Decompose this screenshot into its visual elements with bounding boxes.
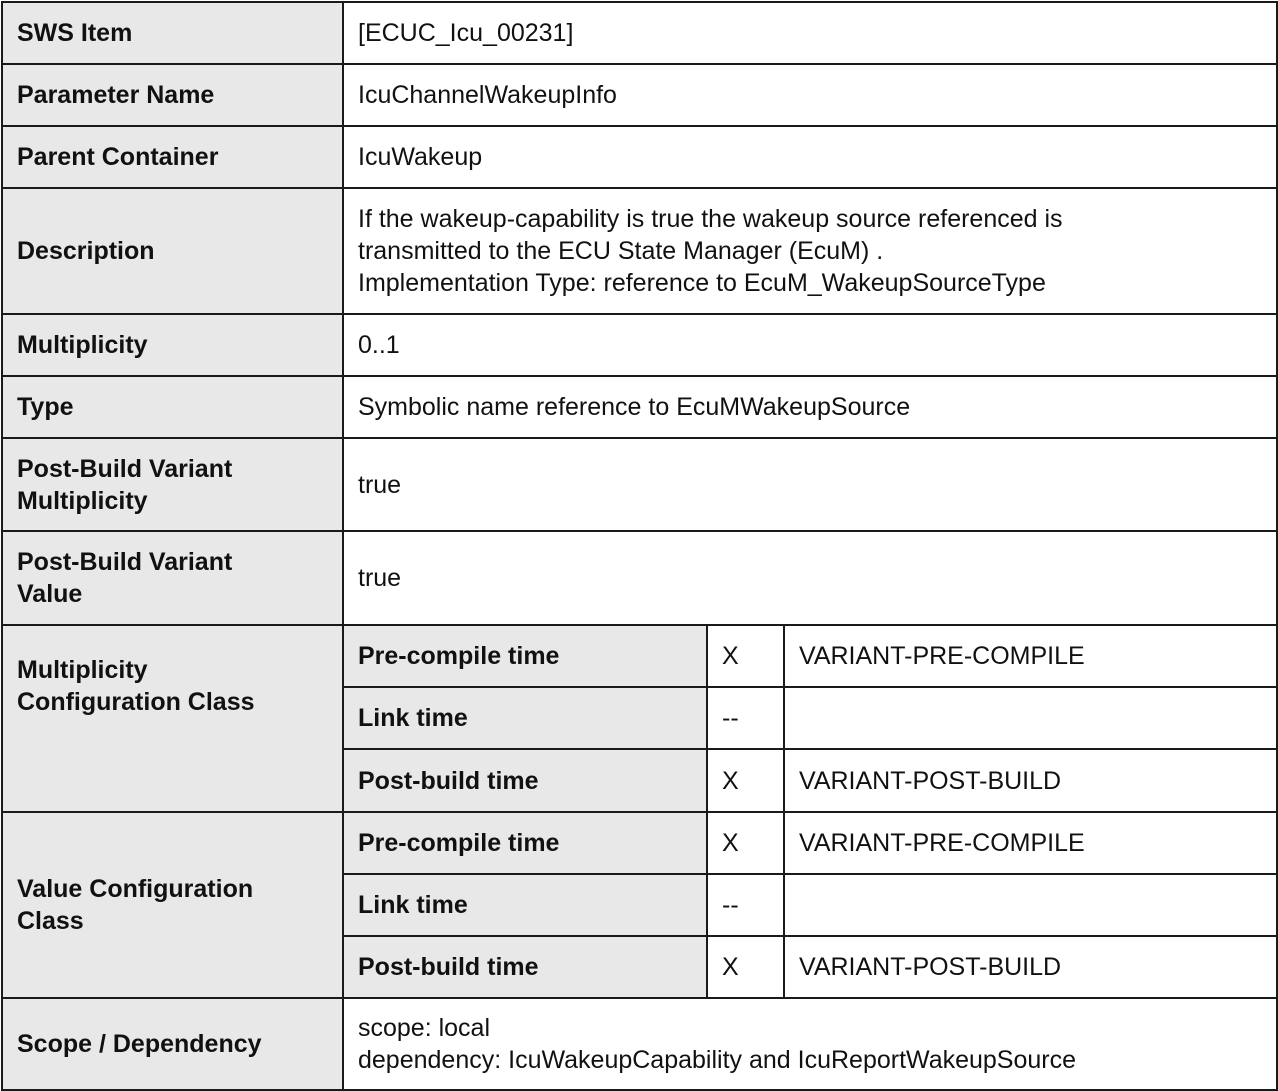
row-parameter-name (2, 64, 1277, 126)
label-line: Value Configuration (17, 875, 254, 903)
parent-container-label: Parent Container (2, 126, 343, 188)
description-label: Description (2, 188, 343, 314)
scope-dependency-label: Scope / Dependency (2, 998, 343, 1090)
value-config-class-label (2, 812, 343, 998)
config-mark: X (707, 812, 784, 874)
row-description (2, 188, 1277, 314)
pb-variant-value-value: true (343, 531, 1277, 625)
sws-item-value: [ECUC_Icu_00231] (343, 2, 1277, 64)
type-value: Symbolic name reference to EcuMWakeupSource (343, 376, 1277, 438)
config-mark: -- (707, 874, 784, 936)
config-time-label: Pre-compile time (343, 812, 707, 874)
config-mark: X (707, 936, 784, 998)
description-value (343, 188, 1277, 314)
pb-variant-multiplicity-label (2, 438, 343, 531)
label-line: Post-Build Variant (17, 548, 233, 576)
parameter-spec-table (1, 1, 1278, 1091)
config-time-label: Link time (343, 874, 707, 936)
description-line: If the wakeup-capability is true the wakeup source referenced is (358, 205, 1063, 233)
type-label: Type (2, 376, 343, 438)
label-line: Class (17, 907, 84, 935)
config-time-label: Post-build time (343, 749, 707, 812)
label-line: Post-Build Variant (17, 454, 233, 483)
config-mark: -- (707, 687, 784, 749)
row-scope-dependency (2, 998, 1277, 1090)
config-variant: VARIANT-POST-BUILD (784, 749, 1277, 812)
scope-line: scope: local (358, 1014, 491, 1042)
config-variant: VARIANT-PRE-COMPILE (784, 812, 1277, 874)
row-value-config-pre-compile (2, 812, 1277, 874)
row-multiplicity (2, 314, 1277, 376)
sws-item-label: SWS Item (2, 2, 343, 64)
config-mark: X (707, 625, 784, 687)
description-line: Implementation Type: reference to EcuM_WakeupSourceType (358, 269, 1046, 297)
label-line: Multiplicity (17, 656, 148, 684)
config-variant (784, 874, 1277, 936)
row-pb-variant-value (2, 531, 1277, 625)
parameter-name-label: Parameter Name (2, 64, 343, 126)
config-time-label: Pre-compile time (343, 625, 707, 687)
config-time-label: Post-build time (343, 936, 707, 998)
config-time-label: Link time (343, 687, 707, 749)
row-sws-item (2, 2, 1277, 64)
multiplicity-label: Multiplicity (2, 314, 343, 376)
pb-variant-multiplicity-value: true (343, 438, 1277, 531)
config-mark: X (707, 749, 784, 812)
label-line: Multiplicity (17, 486, 148, 515)
row-pb-variant-multiplicity (2, 438, 1277, 531)
label-line: Value (17, 580, 83, 608)
config-variant: VARIANT-POST-BUILD (784, 936, 1277, 998)
parent-container-value: IcuWakeup (343, 126, 1277, 188)
config-variant (784, 687, 1277, 749)
label-line: Configuration Class (17, 688, 255, 716)
pb-variant-value-label (2, 531, 343, 625)
scope-dependency-value (343, 998, 1277, 1090)
row-multiplicity-config-pre-compile (2, 625, 1277, 687)
row-parent-container (2, 126, 1277, 188)
description-line: transmitted to the ECU State Manager (EcuM) . (358, 237, 884, 265)
parameter-name-value: IcuChannelWakeupInfo (343, 64, 1277, 126)
multiplicity-value: 0..1 (343, 314, 1277, 376)
dependency-line: dependency: IcuWakeupCapability and IcuReportWakeupSource (358, 1046, 1077, 1074)
config-variant: VARIANT-PRE-COMPILE (784, 625, 1277, 687)
multiplicity-config-class-label (2, 625, 343, 812)
row-type (2, 376, 1277, 438)
